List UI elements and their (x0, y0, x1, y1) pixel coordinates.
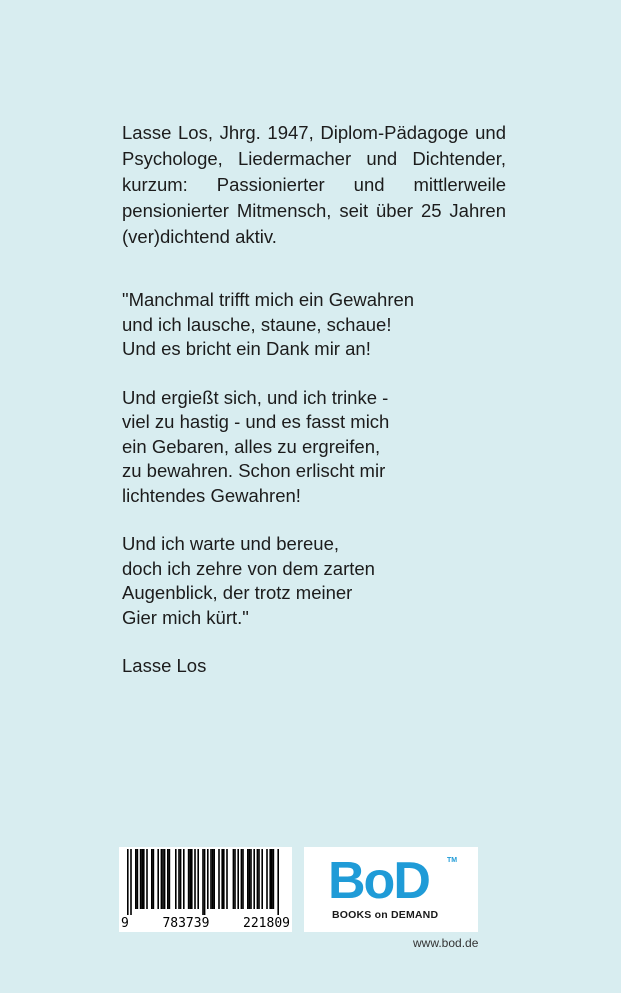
barcode-bar (140, 849, 142, 909)
barcode-bar (226, 849, 228, 909)
barcode-bar (210, 849, 212, 909)
barcode-bar (137, 849, 139, 909)
publisher-url: www.bod.de (413, 936, 479, 950)
isbn-barcode (119, 847, 292, 932)
barcode-bar (157, 849, 159, 909)
barcode-bar (273, 849, 275, 909)
barcode-bar (250, 849, 252, 909)
poem-stanza-2 (122, 386, 506, 509)
barcode-bar (258, 849, 260, 909)
barcode-bar (261, 849, 263, 909)
barcode-bar (223, 849, 225, 909)
barcode-bar (151, 849, 153, 909)
barcode-bar (162, 849, 164, 909)
barcode-bar (153, 849, 155, 909)
barcode-bar (242, 849, 244, 909)
barcode-bar (212, 849, 214, 909)
poem-line: lichtendes Gewahren! (122, 484, 301, 506)
barcode-bar (169, 849, 171, 909)
barcode-bar (213, 849, 215, 909)
barcode-bar (233, 849, 235, 909)
barcode-bar (257, 849, 259, 909)
barcode-bar (194, 849, 196, 909)
barcode-bar (146, 849, 148, 909)
barcode-bar (143, 849, 145, 909)
barcode-bar (266, 849, 268, 909)
barcode-bar (241, 849, 243, 909)
publisher-logo-box (304, 847, 478, 932)
barcode-bar (178, 849, 180, 909)
barcode-bar (183, 849, 185, 909)
poem-line: Und ich warte und bereue, (122, 533, 339, 554)
barcode-bar (204, 849, 206, 915)
poem-stanza-3 (122, 532, 506, 630)
barcode-bar (127, 849, 129, 915)
poem-line: Und ergießt sich, und ich trinke - (122, 386, 389, 408)
trademark-mark: TM (447, 857, 458, 864)
barcode-bar (197, 849, 199, 909)
barcode-digit-group: 9 (121, 916, 129, 931)
barcode-bar (277, 849, 279, 915)
poem-stanza-1 (122, 288, 506, 362)
barcode-bar (135, 849, 137, 909)
barcode-bar (164, 849, 166, 909)
author-bio: Lasse Los, Jhrg. 1947, Diplom-Pädagoge und Psychologe, Liedermacher und Dichtender, kurzum: Passionierter und mittlerweile pensionierter Mitmensch, seit über 25 Jahren (ver)dichtend aktiv. (122, 122, 506, 247)
barcode-bar (249, 849, 251, 909)
barcode-bar (221, 849, 223, 909)
poem-author: Lasse Los (122, 655, 207, 676)
poem-line: "Manchmal trifft mich ein Gewahren (122, 289, 415, 310)
barcode-bar (188, 849, 190, 909)
barcode-bar (237, 849, 239, 909)
poem (122, 288, 506, 679)
barcode-bar (234, 849, 236, 909)
barcode-bar (271, 849, 273, 909)
barcode-bar (141, 849, 143, 909)
barcode-bar (269, 849, 271, 909)
poem-line: zu bewahren. Schon erlischt mir (122, 460, 386, 481)
barcode-bar (189, 849, 191, 909)
barcode-bar (207, 849, 209, 909)
barcode-bar (191, 849, 193, 909)
barcode-bar (167, 849, 169, 909)
barcode-bars (125, 849, 286, 915)
barcode-digit-group: 221809 (243, 916, 290, 931)
barcode-digits (121, 916, 290, 932)
poem-line: Gier mich kürt." (122, 606, 249, 628)
poem-line: Und es bricht ein Dank mir an! (122, 338, 371, 359)
barcode-bar (253, 849, 255, 909)
barcode-digit-group: 783739 (162, 916, 210, 931)
barcode-bar (180, 849, 182, 909)
poem-line: ein Gebaren, alles zu ergreifen, (122, 435, 381, 457)
publisher-tagline: BOOKS on DEMAND (332, 909, 439, 921)
poem-line: Augenblick, der trotz meiner (122, 582, 353, 603)
barcode-bar (175, 849, 177, 909)
poem-line: viel zu hastig - und es fasst mich (122, 411, 390, 432)
publisher-logo: BoD (328, 852, 429, 910)
barcode-bar (247, 849, 249, 909)
poem-line: und ich lausche, staune, schaue! (122, 313, 392, 335)
poem-line: doch ich zehre von dem zarten (122, 557, 375, 579)
barcode-bar (202, 849, 204, 915)
barcode-bar (218, 849, 220, 909)
barcode-bar (161, 849, 163, 909)
barcode-bar (130, 849, 132, 915)
